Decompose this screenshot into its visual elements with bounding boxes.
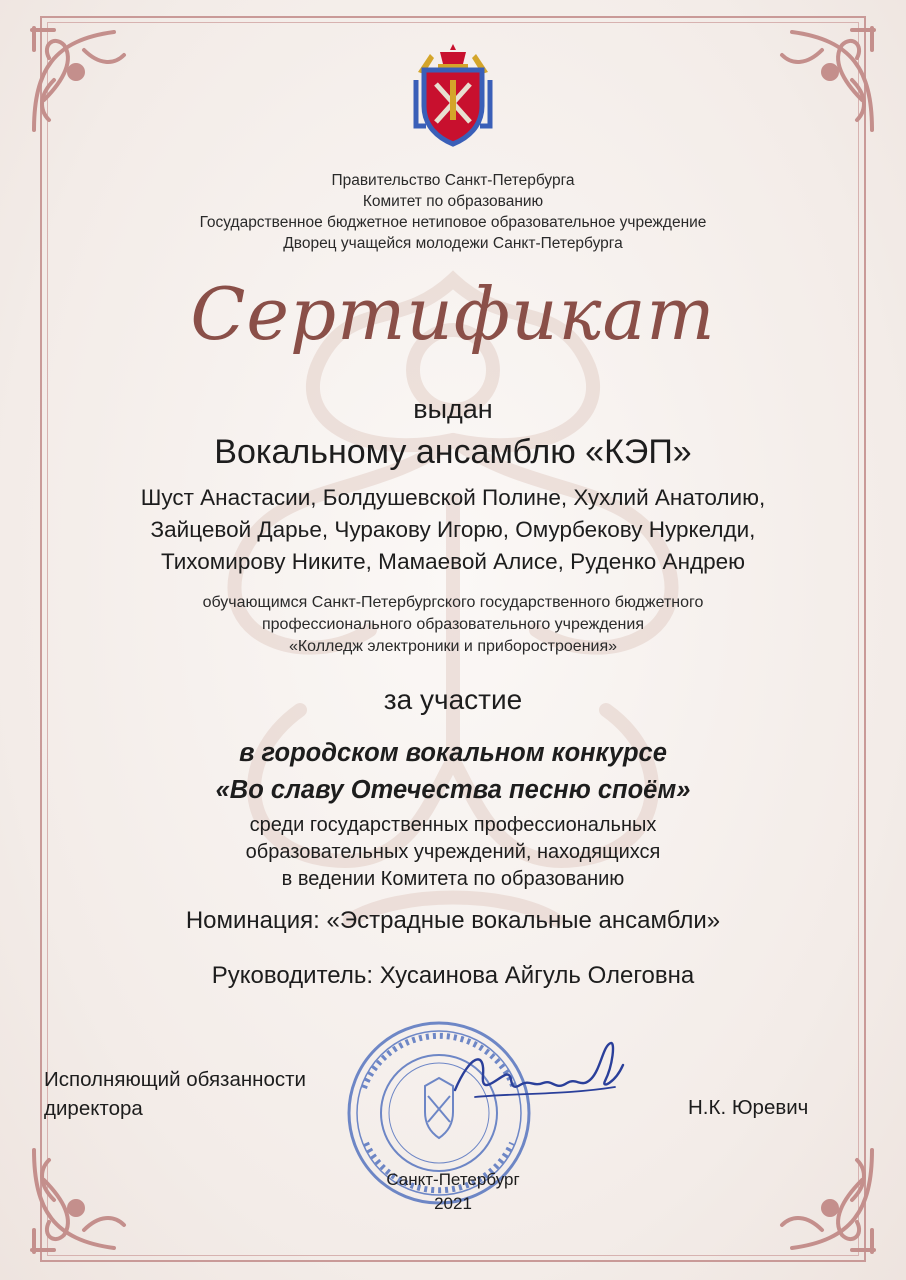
header-committee: Комитет по образованию	[362, 193, 544, 210]
year: 2021	[434, 1194, 472, 1213]
for-participation-label: за участие	[383, 684, 523, 715]
position-line: директора	[44, 1097, 143, 1120]
recipient-name: Вокальному ансамблю «КЭП»	[214, 433, 692, 471]
issuer-header	[0, 170, 906, 254]
contest-line: в городском вокальном конкурсе	[239, 739, 667, 767]
scope-line: среди государственных профессиональных	[249, 814, 657, 836]
issued-label: выдан	[413, 394, 493, 424]
contest-scope	[0, 812, 906, 893]
scope-line: в ведении Комитета по образованию	[281, 868, 625, 890]
header-government: Правительство Санкт-Петербурга	[331, 172, 575, 189]
header-institution-type: Государственное бюджетное нетиповое образовательное учреждение	[199, 214, 707, 231]
coat-of-arms-icon	[410, 40, 496, 152]
position-line: Исполняющий обязанности	[44, 1068, 306, 1091]
members-line: Зайцевой Дарье, Чуракову Игорю, Омурбекову Нуркелди,	[150, 517, 756, 542]
nomination: Номинация: «Эстрадные вокальные ансамбли»	[185, 907, 721, 934]
leader: Руководитель: Хусаинова Айгуль Олеговна	[211, 962, 695, 989]
affiliation-line: «Колледж электроники и приборостроения»	[288, 638, 618, 655]
corner-ornament-top-right	[752, 10, 892, 150]
city: Санкт-Петербург	[386, 1170, 520, 1189]
header-institution-name: Дворец учащейся молодежи Санкт-Петербурга	[283, 235, 623, 252]
contest-name	[0, 735, 906, 809]
affiliation-line: обучающимся Санкт-Петербургского государственного бюджетного	[202, 594, 704, 611]
members-list	[0, 482, 906, 578]
signatory-name: Н.К. Юревич	[688, 1096, 809, 1119]
students-affiliation	[0, 592, 906, 658]
corner-ornament-top-left	[14, 10, 154, 150]
handwritten-signature	[445, 1035, 635, 1115]
signatory-position	[44, 1065, 306, 1123]
members-line: Тихомирову Никите, Мамаевой Алисе, Руденко Андрею	[160, 549, 746, 574]
contest-line: «Во славу Отечества песню споём»	[215, 776, 691, 804]
members-line: Шуст Анастасии, Болдушевской Полине, Хухлий Анатолию,	[140, 485, 766, 510]
scope-line: образовательных учреждений, находящихся	[245, 841, 661, 863]
affiliation-line: профессионального образовательного учреждения	[261, 616, 644, 633]
certificate-title: Сертификат	[190, 272, 716, 356]
place-and-year	[0, 1168, 906, 1216]
